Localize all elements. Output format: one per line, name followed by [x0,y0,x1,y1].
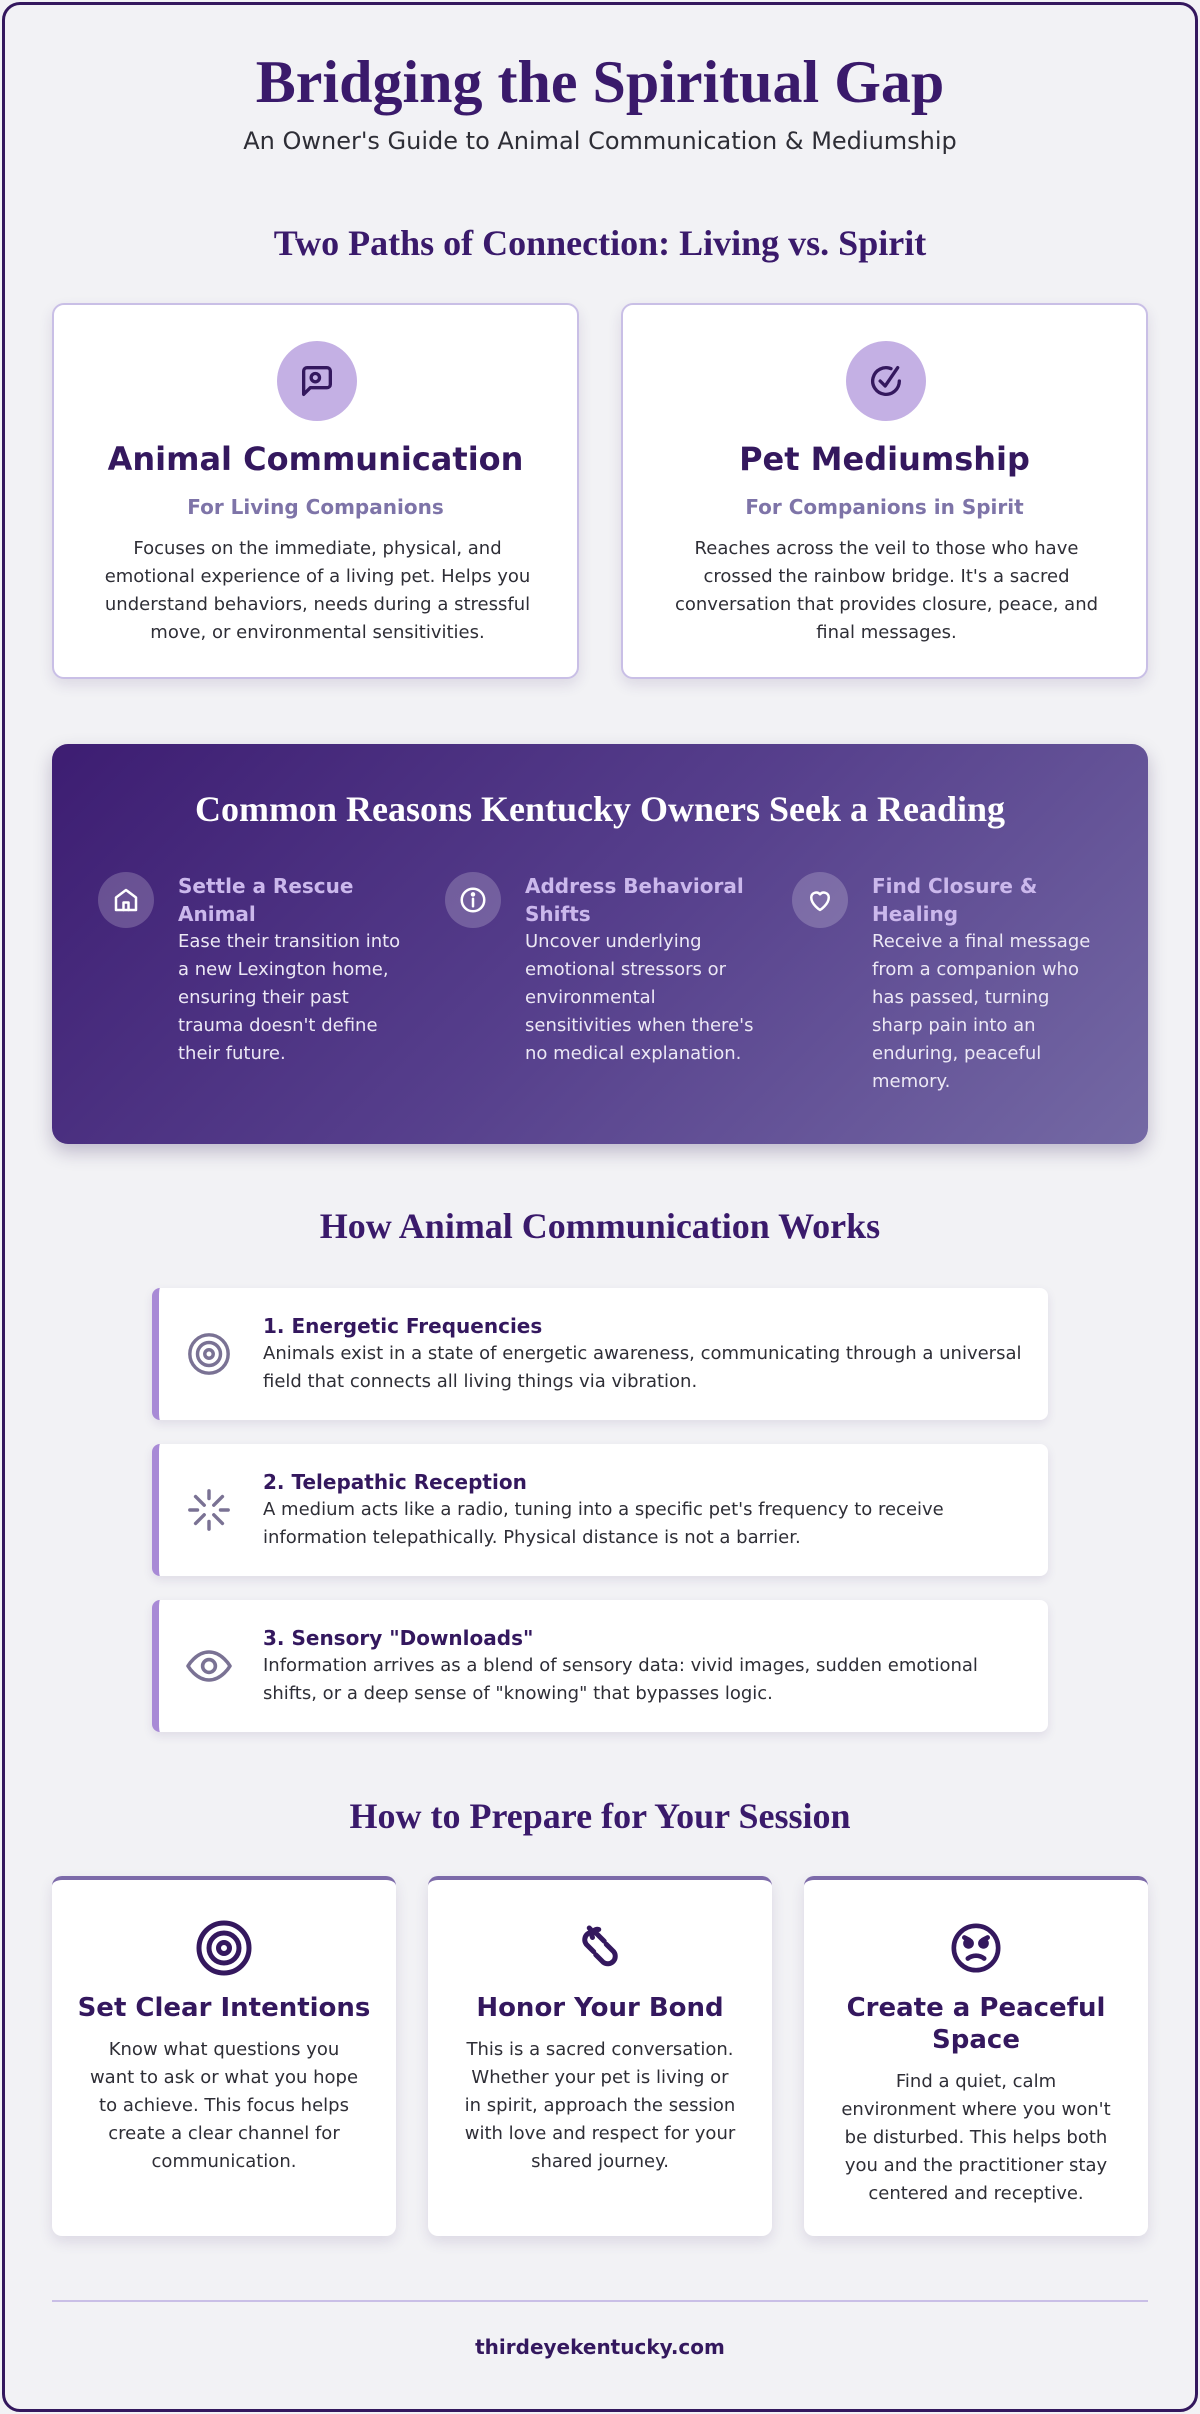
path-card-pet-mediumship [621,303,1148,679]
prep-title: Set Clear Intentions [77,1993,371,2023]
step-telepathic-reception [152,1444,1048,1576]
path-title: Pet Mediumship [739,440,1030,478]
page-title: Bridging the Spiritual Gap [255,49,945,115]
step-sensory-downloads [152,1600,1048,1732]
target-icon [194,1918,254,1978]
path-title: Animal Communication [107,440,524,478]
page-subtitle: An Owner's Guide to Animal Communication & Mediumship [243,127,957,155]
step-title: 2. Telepathic Reception [263,1470,527,1494]
step-title: 3. Sensory "Downloads" [263,1626,534,1650]
prep-card-peaceful-space [804,1876,1148,2236]
step-title: 1. Energetic Frequencies [263,1314,543,1338]
concentric-circles-icon [185,1330,233,1378]
prep-card-intentions [52,1876,396,2236]
reasons-panel [52,744,1148,1144]
step-description: A medium acts like a radio, tuning into a specific pet's frequency to receive information telepathically. Physical distance is not a barrier. [263,1499,944,1548]
step-description: Animals exist in a state of energetic awareness, communicating through a universal field that connects all living things via vibration. [263,1343,1022,1392]
reason-title: Find Closure & Healing [872,874,1038,926]
spirit-check-icon [846,341,926,421]
eye-icon [185,1642,233,1690]
speech-bubble-icon [277,341,357,421]
paths-section-title: Two Paths of Connection: Living vs. Spirit [273,223,927,263]
prep-card-bond [428,1876,772,2236]
footer-website-link[interactable]: thirdeyekentucky.com [475,2335,725,2359]
reason-title: Settle a Rescue Animal [178,874,354,926]
step-description: Information arrives as a blend of sensory data: vivid images, sudden emotional shifts, or a deep sense of "knowing" that bypasses logic. [263,1655,978,1704]
link-icon [570,1918,630,1978]
heart-icon [792,872,848,928]
prep-title: Honor Your Bond [476,1993,724,2023]
reason-description: Uncover underlying emotional stressors or environmental sensitivities when there's no medical explanation. [525,931,754,1064]
step-energetic-frequencies [152,1288,1048,1420]
prepare-section-title: How to Prepare for Your Session [349,1796,851,1836]
reasons-section-title: Common Reasons Kentucky Owners Seek a Reading [194,789,1006,829]
reason-description: Ease their transition into a new Lexington home, ensuring their past trauma doesn't define their future. [178,931,401,1064]
prep-description: This is a sacred conversation. Whether your pet is living or in spirit, approach the session with love and respect for your shared journey. [464,2039,736,2172]
prep-title: Create a Peaceful Space [846,1993,1106,2055]
path-description: Focuses on the immediate, physical, and emotional experience of a living pet. Helps you understand behaviors, needs during a stressful move, or environmental sensitivities. [104,538,531,643]
info-icon [445,872,501,928]
path-description: Reaches across the veil to those who have crossed the rainbow bridge. It's a sacred conversation that provides closure, peace, and final messages. [674,538,1099,643]
works-section-title: How Animal Communication Works [319,1206,881,1246]
reason-title: Address Behavioral Shifts [525,874,744,926]
prep-description: Know what questions you want to ask or what you hope to achieve. This focus helps create a clear channel for communication. [89,2039,359,2172]
home-icon [98,872,154,928]
peaceful-face-icon [946,1918,1006,1978]
path-card-animal-communication [52,303,579,679]
path-subtitle: For Companions in Spirit [745,495,1024,519]
reason-description: Receive a final message from a companion who has passed, turning sharp pain into an enduring, peaceful memory. [872,931,1091,1092]
radiating-signal-icon [185,1486,233,1534]
prep-description: Find a quiet, calm environment where you won't be disturbed. This helps both you and the practitioner stay centered and receptive. [841,2071,1111,2204]
path-subtitle: For Living Companions [187,495,444,519]
footer-divider [52,2300,1148,2302]
